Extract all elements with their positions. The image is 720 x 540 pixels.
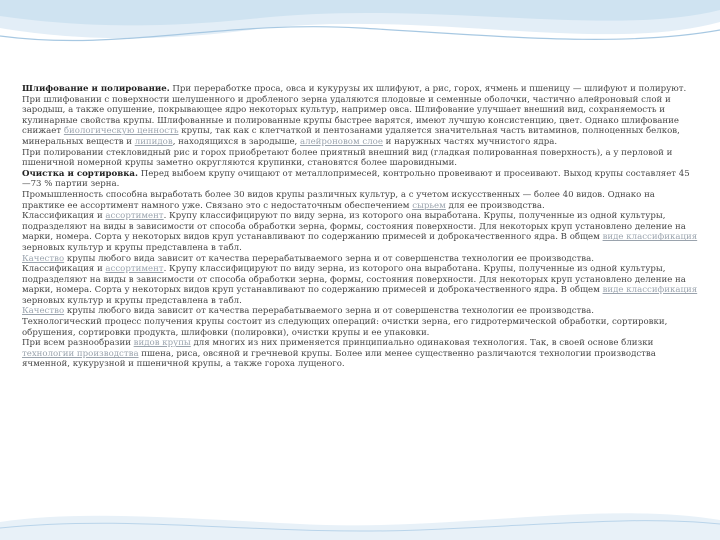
glossary-link[interactable]: видов крупы bbox=[133, 338, 191, 349]
paragraph-p9 bbox=[22, 306, 698, 317]
text-run: Классификация и bbox=[22, 211, 106, 222]
paragraph-p3 bbox=[22, 148, 698, 169]
glossary-link[interactable]: технологии производства bbox=[22, 348, 139, 359]
text-run: Технологический процесс получения крупы состоит из следующих операций: очистки зерна, его гидротермической обработки, сортировки, обрушения, сортировки продукта, шлифовки (полировки), очистки крупы и ее упаковки. bbox=[22, 317, 668, 338]
top-wave-dark bbox=[0, 0, 720, 25]
paragraph-p7 bbox=[22, 254, 698, 265]
text-run: Перед выбоем крупу очищают от металлопримесей, контрольно провеивают и просеивают. Выход крупы составляет 45—73 % партии зерна. bbox=[22, 168, 690, 190]
top-wave-light bbox=[0, 0, 720, 38]
text-run: крупы любого вида зависит от качества перерабатываемого зерна и от совершенства технологии ее производства. bbox=[64, 306, 594, 317]
bottom-wave-light bbox=[0, 513, 720, 540]
glossary-link[interactable]: алейроновом слое bbox=[300, 136, 383, 147]
glossary-link[interactable]: ассортимент bbox=[105, 211, 164, 222]
text-run: и наружных частях мучнистого ядра. bbox=[382, 136, 558, 147]
slide-text-body bbox=[22, 84, 698, 370]
bottom-wave-line bbox=[0, 521, 720, 531]
paragraph-p11 bbox=[22, 338, 698, 370]
text-run: для многих из них применяется принципиально одинаковая технология. Так, в своей основе близки bbox=[190, 338, 654, 349]
paragraph-p6 bbox=[22, 211, 698, 253]
glossary-link[interactable]: виде классификация bbox=[602, 232, 698, 243]
paragraph-p4 bbox=[22, 169, 698, 190]
glossary-link[interactable]: виде классификация bbox=[602, 285, 698, 296]
paragraph-heading: Шлифование и полирование. bbox=[22, 84, 170, 94]
glossary-link[interactable]: сырьем bbox=[412, 200, 446, 211]
paragraph-p2 bbox=[22, 95, 698, 148]
paragraph-heading: Очистка и сортировка. bbox=[22, 168, 138, 179]
glossary-link[interactable]: ассортимент bbox=[105, 264, 164, 275]
glossary-link[interactable]: биологическую ценность bbox=[63, 126, 179, 137]
top-wave-line bbox=[0, 27, 720, 41]
text-run: зерновых культур и крупы представлена в табл. bbox=[22, 242, 242, 253]
paragraph-p1 bbox=[22, 84, 698, 95]
text-run: . Крупу классифицируют по виду зерна, из которого она выработана. Крупы, полученные из одной культуры, подразделяют на виды в зависимости от способа обработки зерна, формы, состояния поверхности. Для некоторых круп установлено деление на марки, номера. Сорта у некоторых видов круп устанавливают по содержанию примесей и доброкачественного ядра. В общем bbox=[22, 264, 686, 296]
text-run: При всем разнообразии bbox=[22, 338, 134, 349]
bottom-wave-decoration bbox=[0, 480, 720, 540]
text-run: зерновых культур и крупы представлена в табл. bbox=[22, 295, 242, 306]
paragraph-p8 bbox=[22, 264, 698, 306]
text-run: При полировании стекловидный рис и горох приобретают более приятный внешний вид (гладкая полированная поверхность), а у перловой и пшеничной номерной крупы заметно округляются крупинки, становятся более шаровидными. bbox=[22, 147, 673, 169]
paragraph-p10 bbox=[22, 317, 698, 338]
top-wave-decoration bbox=[0, 0, 720, 80]
text-run: При переработке проса, овса и кукурузы их шлифуют, а рис, горох, ячмень и пшеницу — шлифуют и полируют. bbox=[169, 84, 687, 94]
text-run: крупы любого вида зависит от качества перерабатываемого зерна и от совершенства технологии ее производства. bbox=[64, 253, 594, 264]
glossary-link[interactable]: Качество bbox=[22, 306, 65, 317]
text-run: Промышленность способна выработать более 30 видов крупы различных культур, а с учетом искусственных — более 40 видов. Однако на практике ее ассортимент намного уже. Связано это с недостаточным обеспечением bbox=[22, 189, 655, 211]
text-run: крупы, так как с клетчаткой и пентозанами удаляется значительная часть витаминов, полноценных белков, минеральных веществ и bbox=[22, 126, 680, 147]
text-run: пшена, риса, овсяной и гречневой крупы. Более или менее существенно различаются технологии производства ячменной, кукурузной и пшеничной крупы, а также гороха лущеного. bbox=[22, 348, 656, 370]
glossary-link[interactable]: Качество bbox=[22, 253, 65, 264]
text-run: для ее производства. bbox=[445, 200, 545, 211]
text-run: Классификация и bbox=[22, 264, 106, 275]
paragraph-p5 bbox=[22, 190, 698, 211]
text-run: При шлифовании с поверхности шелушенного и дробленого зерна удаляются плодовые и семенные оболочки, частично алейроновый слой и зародыш, а также опушение, покрывающее ядро некоторых культур, например овса. Шлифование улучшает внешний вид, сохраняемость и кулинарные свойства крупы. Шлифованные и полированные крупы быстрее варятся, имеют лучшую консистенцию, цвет. Однако шлифование снижает bbox=[22, 94, 679, 137]
text-run: , находящихся в зародыше, bbox=[172, 136, 300, 147]
glossary-link[interactable]: липидов bbox=[134, 136, 173, 147]
text-run: . Крупу классифицируют по виду зерна, из которого она выработана. Крупы, полученные из одной культуры, подразделяют на виды в зависимости от способа обработки зерна, формы, состояния поверхности. Для некоторых круп установлено деление на марки, номера. Сорта у некоторых видов круп устанавливают по содержанию примесей и доброкачественного ядра. В общем bbox=[22, 211, 686, 243]
